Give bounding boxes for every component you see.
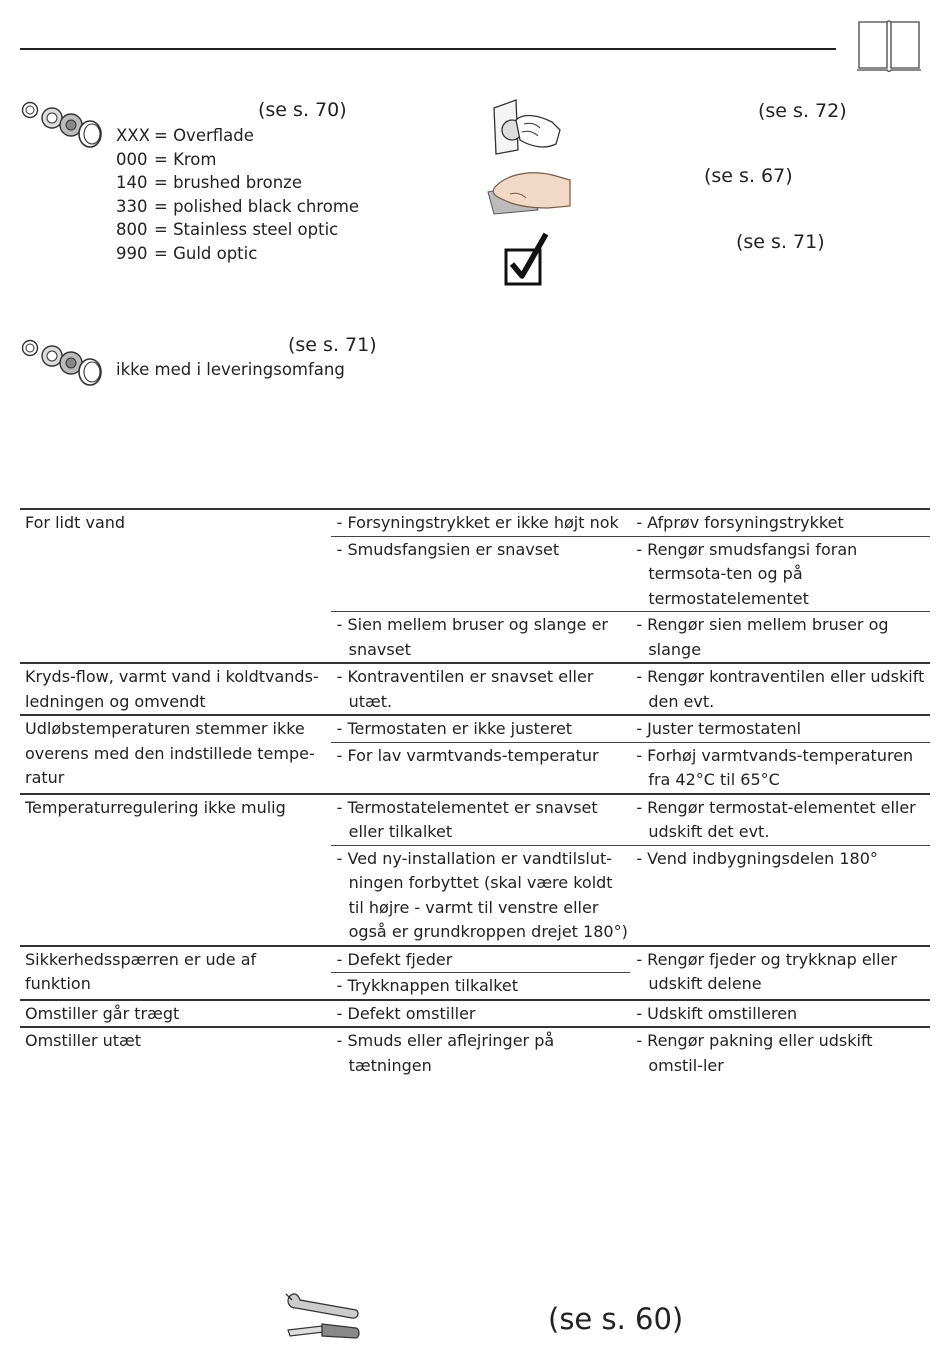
- remedy-cell: - Rengør sien mellem bruser og slange: [636, 615, 889, 659]
- finish-item: XXX = Overflade: [116, 126, 254, 145]
- remedy-cell: - Rengør smudsfangsi foran termsota-ten og på termostatelementet: [636, 539, 858, 608]
- table-row: [20, 1000, 930, 1028]
- operation-page-ref: (se s. 72): [758, 100, 847, 122]
- cause-cell: - Termostaten er ikke justeret: [336, 719, 573, 738]
- cause-cell: - Trykknappen tilkalket: [336, 976, 519, 995]
- operation-hand-knob-icon: [490, 98, 562, 156]
- problem-cell: Omstiller utæt: [20, 1027, 331, 1078]
- finish-item: 330 = polished black chrome: [116, 196, 360, 216]
- remedy-cell: - Rengør fjeder og trykknap eller udskift delene: [636, 949, 897, 993]
- accessories-rings-icon: [18, 334, 104, 390]
- cause-cell: - Defekt fjeder: [336, 949, 453, 969]
- finish-item: 990 = Guld optic: [116, 243, 258, 263]
- finish-item: 800 = Stainless steel optic: [116, 220, 339, 239]
- table-row: [20, 509, 930, 536]
- cleaning-page-ref: (se s. 67): [704, 165, 793, 187]
- cause-cell: - Smuds eller aflejringer på tætningen: [336, 1031, 555, 1075]
- table-row: [20, 1027, 930, 1078]
- finish-item: 000 = Krom: [116, 149, 217, 169]
- header-rule: [20, 48, 836, 50]
- remedy-cell: - Afprøv forsyningstrykket: [636, 513, 844, 532]
- troubleshooting-table: [20, 508, 930, 1078]
- remedy-cell: - Rengør termostat-elementet eller udskift det evt.: [636, 797, 916, 841]
- finish-item: 140 = brushed bronze: [116, 173, 302, 192]
- finishes-page-ref: (se s. 70): [258, 99, 347, 121]
- cause-cell: - Termostatelementet er snavset eller tilkalket: [336, 797, 598, 841]
- remedy-cell: - Vend indbygningsdelen 180°: [636, 848, 878, 868]
- table-row: [20, 794, 930, 846]
- cause-cell: - Defekt omstiller: [336, 1003, 476, 1023]
- cause-cell: - Ved ny-installation er vandtilslut-ningen forbyttet (skal være koldt til højre - varmt til venstre eller også er grundkroppen drejet 180°): [336, 848, 628, 941]
- remedy-cell: - Forhøj varmtvands-temperaturen fra 42°C til 65°C: [636, 745, 914, 789]
- table-row: [20, 946, 930, 973]
- problem-cell: Temperaturregulering ikke mulig: [20, 794, 331, 946]
- cause-cell: - Sien mellem bruser og slange er snavset: [336, 615, 608, 659]
- test-page-ref: (se s. 71): [736, 231, 825, 253]
- cause-cell: - Forsyningstrykket er ikke højt nok: [336, 513, 619, 532]
- cause-cell: - Kontraventilen er snavset eller utæt.: [336, 667, 594, 711]
- cleaning-hand-cloth-icon: [486, 166, 572, 216]
- remedy-cell: - Rengør pakning eller udskift omstil-ler: [636, 1031, 873, 1075]
- accessories-page-ref: (se s. 71): [288, 334, 377, 356]
- table-row: [20, 715, 930, 742]
- spare-parts-rings-icon: [18, 96, 104, 152]
- accessories-note: ikke med i leveringsomfang: [116, 360, 345, 379]
- cause-cell: - Smudsfangsien er snavset: [336, 539, 560, 559]
- remedy-cell: - Juster termostatenl: [636, 719, 802, 738]
- problem-cell: For lidt vand: [20, 509, 331, 663]
- wrench-screwdriver-icon: [282, 1290, 362, 1346]
- problem-cell: Kryds-flow, varmt vand i koldtvands-ledningen og omvendt: [20, 663, 331, 715]
- problem-cell: Udløbstemperaturen stemmer ikke overens med den indstillede tempe-ratur: [20, 715, 331, 794]
- remedy-cell: - Udskift omstilleren: [636, 1003, 798, 1023]
- cause-cell: - For lav varmtvands-temperatur: [336, 745, 599, 765]
- problem-cell: Omstiller går trægt: [20, 1000, 331, 1028]
- table-row: [20, 663, 930, 715]
- checkbox-checkmark-icon: [502, 230, 550, 288]
- finishes-list: [116, 124, 359, 265]
- service-page-ref: (se s. 60): [548, 1302, 684, 1336]
- remedy-cell: - Rengør kontraventilen eller udskift den evt.: [636, 667, 925, 711]
- problem-cell: Sikkerhedsspærren er ude af funktion: [20, 946, 331, 1000]
- open-book-icon: [856, 20, 922, 74]
